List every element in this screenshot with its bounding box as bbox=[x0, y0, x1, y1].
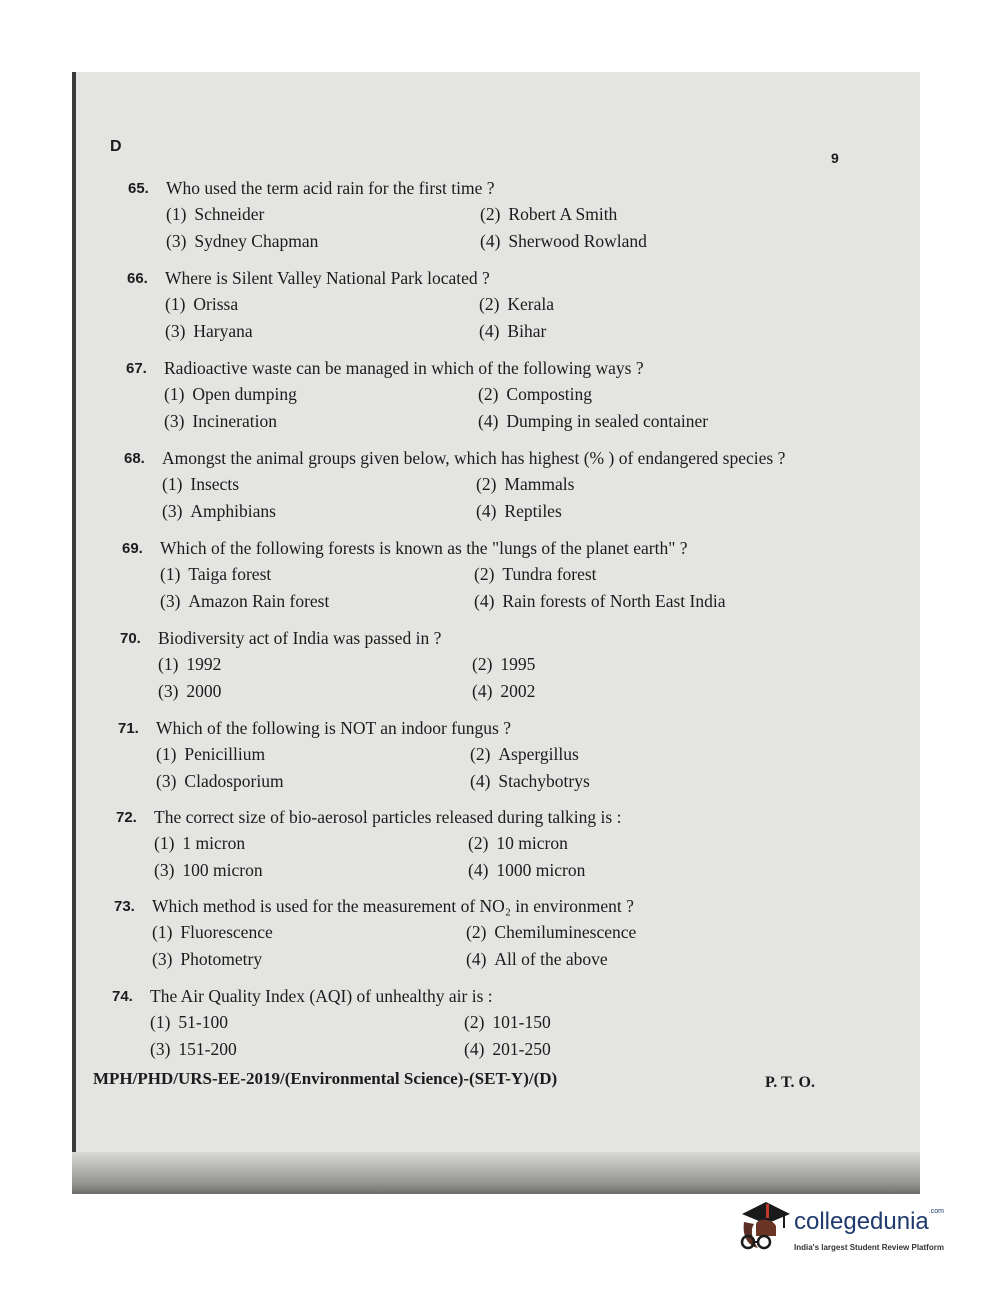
option-2 bbox=[474, 564, 834, 585]
question-number: 68. bbox=[124, 450, 145, 467]
option-3 bbox=[165, 321, 479, 342]
option-text: Amazon Rain forest bbox=[188, 591, 330, 611]
option-number: (4) bbox=[470, 771, 491, 791]
option-number: (3) bbox=[166, 231, 187, 251]
option-1 bbox=[165, 294, 479, 315]
option-number: (1) bbox=[166, 204, 187, 224]
question-number: 74. bbox=[112, 988, 133, 1005]
option-2 bbox=[472, 654, 832, 675]
option-text: 2000 bbox=[186, 681, 222, 701]
option-1 bbox=[156, 744, 470, 765]
option-text: Fluorescence bbox=[180, 922, 273, 942]
option-4 bbox=[466, 949, 826, 970]
question-69 bbox=[122, 538, 834, 612]
question-number: 66. bbox=[127, 270, 148, 287]
question-text: Which of the following forests is known as the "lungs of the planet earth" ? bbox=[160, 538, 688, 558]
option-number: (4) bbox=[464, 1039, 485, 1059]
option-text: Orissa bbox=[193, 294, 239, 314]
option-text: Reptiles bbox=[504, 501, 562, 521]
option-1 bbox=[162, 474, 476, 495]
question-text: Which method is used for the measurement of NO₂ in environment ? bbox=[152, 896, 634, 916]
question-text: The Air Quality Index (AQI) of unhealthy air is : bbox=[150, 986, 493, 1006]
option-2 bbox=[480, 204, 840, 225]
option-number: (3) bbox=[152, 949, 173, 969]
option-2 bbox=[476, 474, 836, 495]
option-text: Chemiluminescence bbox=[494, 922, 637, 942]
option-number: (1) bbox=[152, 922, 173, 942]
option-text: Mammals bbox=[504, 474, 575, 494]
option-number: (2) bbox=[468, 833, 489, 853]
question-70 bbox=[120, 628, 832, 702]
option-text: Open dumping bbox=[192, 384, 297, 404]
option-text: Haryana bbox=[193, 321, 253, 341]
option-number: (2) bbox=[476, 474, 497, 494]
question-number: 69. bbox=[122, 540, 143, 557]
option-3 bbox=[152, 949, 466, 970]
option-text: Kerala bbox=[507, 294, 555, 314]
option-number: (3) bbox=[156, 771, 177, 791]
option-text: Photometry bbox=[180, 949, 263, 969]
brand-tagline: India's largest Student Review Platform bbox=[794, 1243, 944, 1252]
option-number: (2) bbox=[479, 294, 500, 314]
brand-word: collegedunia bbox=[794, 1208, 929, 1235]
option-text: 1992 bbox=[186, 654, 222, 674]
question-72 bbox=[116, 807, 828, 881]
question-66 bbox=[127, 268, 839, 342]
option-4 bbox=[472, 681, 832, 702]
option-number: (1) bbox=[162, 474, 183, 494]
option-text: Incineration bbox=[192, 411, 277, 431]
option-3 bbox=[154, 860, 468, 881]
option-number: (3) bbox=[158, 681, 179, 701]
option-2 bbox=[479, 294, 839, 315]
brand-name bbox=[794, 1208, 944, 1236]
exam-code: MPH/PHD/URS-EE-2019/(Environmental Science)-(SET-Y)/(D) bbox=[93, 1069, 558, 1088]
option-3 bbox=[150, 1039, 464, 1060]
option-1 bbox=[164, 384, 478, 405]
scan-shadow bbox=[72, 1152, 920, 1194]
set-letter: D bbox=[110, 138, 122, 155]
option-number: (4) bbox=[472, 681, 493, 701]
question-number: 71. bbox=[118, 720, 139, 737]
option-1 bbox=[150, 1012, 464, 1033]
option-2 bbox=[470, 744, 830, 765]
option-number: (4) bbox=[480, 231, 501, 251]
pto-label: P. T. O. bbox=[765, 1074, 815, 1091]
option-2 bbox=[464, 1012, 824, 1033]
option-4 bbox=[478, 411, 838, 432]
question-number: 72. bbox=[116, 809, 137, 826]
option-text: Schneider bbox=[194, 204, 265, 224]
option-text: 151-200 bbox=[178, 1039, 237, 1059]
option-number: (4) bbox=[479, 321, 500, 341]
option-text: Robert A Smith bbox=[508, 204, 618, 224]
option-4 bbox=[470, 771, 830, 792]
option-text: Penicillium bbox=[184, 744, 266, 764]
option-4 bbox=[479, 321, 839, 342]
option-number: (1) bbox=[156, 744, 177, 764]
option-text: 1 micron bbox=[182, 833, 246, 853]
option-number: (3) bbox=[154, 860, 175, 880]
option-3 bbox=[160, 591, 474, 612]
option-number: (1) bbox=[158, 654, 179, 674]
question-text: Who used the term acid rain for the first time ? bbox=[166, 178, 495, 198]
question-text: Amongst the animal groups given below, which has highest (% ) of endangered species ? bbox=[162, 448, 786, 468]
option-text: Rain forests of North East India bbox=[502, 591, 726, 611]
question-number: 70. bbox=[120, 630, 141, 647]
question-text: Where is Silent Valley National Park located ? bbox=[165, 268, 490, 288]
option-text: 100 micron bbox=[182, 860, 263, 880]
question-number: 65. bbox=[128, 180, 149, 197]
option-1 bbox=[154, 833, 468, 854]
option-text: 2002 bbox=[500, 681, 536, 701]
option-4 bbox=[468, 860, 828, 881]
option-text: Stachybotrys bbox=[498, 771, 590, 791]
option-number: (4) bbox=[468, 860, 489, 880]
question-74 bbox=[112, 986, 824, 1060]
brand-suffix: .com bbox=[928, 1208, 944, 1215]
option-1 bbox=[166, 204, 480, 225]
option-3 bbox=[164, 411, 478, 432]
question-73 bbox=[114, 896, 826, 970]
option-number: (2) bbox=[472, 654, 493, 674]
option-text: Composting bbox=[506, 384, 592, 404]
option-number: (2) bbox=[480, 204, 501, 224]
option-text: 10 micron bbox=[496, 833, 568, 853]
option-number: (1) bbox=[154, 833, 175, 853]
option-4 bbox=[476, 501, 836, 522]
option-text: Taiga forest bbox=[188, 564, 272, 584]
option-number: (3) bbox=[150, 1039, 171, 1059]
option-text: 1995 bbox=[500, 654, 536, 674]
option-text: Sydney Chapman bbox=[194, 231, 319, 251]
option-3 bbox=[166, 231, 480, 252]
option-text: 51-100 bbox=[178, 1012, 228, 1032]
option-1 bbox=[152, 922, 466, 943]
option-text: 101-150 bbox=[492, 1012, 551, 1032]
option-text: Cladosporium bbox=[184, 771, 284, 791]
question-67 bbox=[126, 358, 838, 432]
option-text: Sherwood Rowland bbox=[508, 231, 647, 251]
option-2 bbox=[468, 833, 828, 854]
option-number: (4) bbox=[476, 501, 497, 521]
option-text: Amphibians bbox=[190, 501, 276, 521]
question-text: Radioactive waste can be managed in which of the following ways ? bbox=[164, 358, 644, 378]
question-text: Which of the following is NOT an indoor fungus ? bbox=[156, 718, 511, 738]
collegedunia-watermark[interactable] bbox=[736, 1196, 966, 1266]
option-4 bbox=[474, 591, 834, 612]
option-number: (1) bbox=[160, 564, 181, 584]
option-number: (1) bbox=[150, 1012, 171, 1032]
question-text: The correct size of bio-aerosol particles released during talking is : bbox=[154, 807, 622, 827]
option-3 bbox=[162, 501, 476, 522]
option-2 bbox=[478, 384, 838, 405]
option-1 bbox=[158, 654, 472, 675]
option-text: Insects bbox=[190, 474, 240, 494]
option-3 bbox=[156, 771, 470, 792]
option-number: (1) bbox=[165, 294, 186, 314]
option-text: All of the above bbox=[494, 949, 608, 969]
option-number: (2) bbox=[474, 564, 495, 584]
option-number: (4) bbox=[474, 591, 495, 611]
option-3 bbox=[158, 681, 472, 702]
question-71 bbox=[118, 718, 830, 792]
question-number: 73. bbox=[114, 898, 135, 915]
option-number: (2) bbox=[478, 384, 499, 404]
option-text: Aspergillus bbox=[498, 744, 579, 764]
option-1 bbox=[160, 564, 474, 585]
option-number: (3) bbox=[162, 501, 183, 521]
option-4 bbox=[480, 231, 840, 252]
question-68 bbox=[124, 448, 836, 522]
option-4 bbox=[464, 1039, 824, 1060]
option-number: (3) bbox=[164, 411, 185, 431]
question-text: Biodiversity act of India was passed in ? bbox=[158, 628, 442, 648]
option-number: (3) bbox=[160, 591, 181, 611]
option-number: (4) bbox=[466, 949, 487, 969]
option-number: (4) bbox=[478, 411, 499, 431]
option-number: (3) bbox=[165, 321, 186, 341]
option-number: (2) bbox=[470, 744, 491, 764]
option-text: Bihar bbox=[507, 321, 547, 341]
option-2 bbox=[466, 922, 826, 943]
option-text: Tundra forest bbox=[502, 564, 597, 584]
option-number: (2) bbox=[464, 1012, 485, 1032]
option-number: (2) bbox=[466, 922, 487, 942]
question-number: 67. bbox=[126, 360, 147, 377]
option-text: 1000 micron bbox=[496, 860, 586, 880]
option-text: 201-250 bbox=[492, 1039, 551, 1059]
option-text: Dumping in sealed container bbox=[506, 411, 709, 431]
page-number: 9 bbox=[831, 150, 839, 166]
mascot-logo-icon bbox=[736, 1196, 792, 1256]
option-number: (1) bbox=[164, 384, 185, 404]
question-65 bbox=[128, 178, 840, 252]
